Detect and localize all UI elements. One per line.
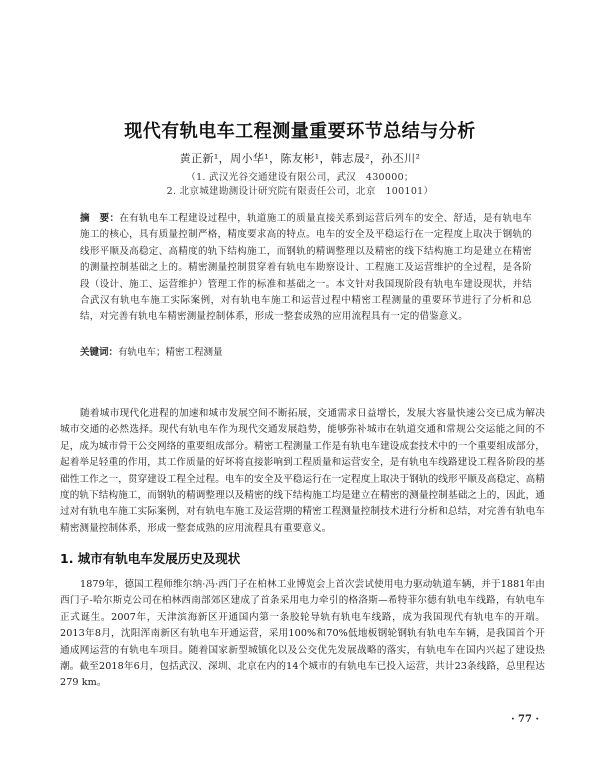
keywords-label: 关键词： [80,347,119,358]
abstract-text: 在有轨电车工程建设过程中，轨道施工的质量直接关系到运营后列车的安全、舒适，是有轨电车施工的核心，具有质量控制严格，精度要求高的特点。电车的安全及平稳运行在一定程度上取决于钢轨的线形平顺及高稳定、高精度的轨下结构施工，而钢轨的精调整理以及精密的线下结构施工均是建立在精密的测量控制基础之上的。精密测量控制贯穿着有轨电车勘察设计、工程施工及运营维护的全过程，是各阶段（设计、施工、运营维护）管理工作的标准和基础之一。本文针对我国现阶段有轨电车建设现状，并结合武汉有轨电车施工实际案例，对有轨电车施工和运营过程中精密工程测量的重要环节进行了分析和总结，对完善有轨电车精密测量控制体系，形成一整套成熟的应用流程具有一定的借鉴意义。 [80,213,532,323]
keywords [80,345,532,361]
section-heading: 1. 城市有轨电车发展历史及现状 [60,551,241,566]
abstract-label: 摘 要： [80,213,120,224]
affiliation-2: 2. 北京城建勘测设计研究院有限责任公司，北京 100101） [166,186,434,197]
section-paragraph: 1879年，德国工程师维尔纳·冯·西门子在柏林工业博览会上首次尝试使用电力驱动轨道车辆，并于1881年由西门子-哈尔斯克公司在柏林西南部郊区建成了首条采用电力牵引的格洛斯—希特菲尔德有轨电车线路，有轨电车正式诞生。2007年，天津滨海新区开通国内第一条胶轮导轨有轨电车线路，成为我国现代有轨电车的开端。2013年8月，沈阳浑南新区有轨电车开通运营，采用100%和70%低地板钢轮钢轨有轨电车车辆，是我国首个开通成网运营的有轨电车项目。随着国家新型城镇化以及公交优先发展战略的落实，有轨电车在国内兴起了建设热潮。截至2018年6月，包括武汉、深圳、北京在内的14个城市的有轨电车已投入运营，共计23条线路，总里程达279 km。 [60,579,545,689]
keywords-text: 有轨电车；精密工程测量 [118,347,223,358]
author-list: 黄正新¹，周小华¹，陈友彬¹，韩志晟²，孙丕川² [179,152,421,165]
affiliation-1: （1. 武汉光谷交通建设有限公司，武汉 430000； [186,172,414,183]
page-number: · 77 · [511,714,539,725]
abstract [80,211,532,326]
intro-paragraph: 随着城市现代化进程的加速和城市发展空间不断拓展，交通需求日益增长，发展大容量快速公交已成为解决城市交通的必然选择。现代有轨电车作为现代交通发展趋势，能够弥补城市在轨道交通和常规公交运能之间的不足，成为城市骨干公交网络的重要组成部分。精密工程测量工作是有轨电车建设成套技术中的一个重要组成部分，起着举足轻重的作用，其工作质量的好坏将直接影响到工程质量和运营安全，是有轨电车线路建设工程各阶段的基础性工作之一，贯穿建设工程全过程。电车的安全及平稳运行在一定程度上取决于钢轨的线形平顺及高稳定、高精度的轨下结构施工，而钢轨的精调整理以及精密的线下结构施工均是建立在精密的测量控制基础之上的，因此，通过对有轨电车施工实际案例，对有轨电车施工及运营期的精密工程测量控制技术进行分析和总结，对完善有轨电车精密测量控制体系，形成一整套成熟的应用流程具有重要意义。 [60,408,545,534]
paper-title: 现代有轨电车工程测量重要环节总结与分析 [124,121,476,142]
